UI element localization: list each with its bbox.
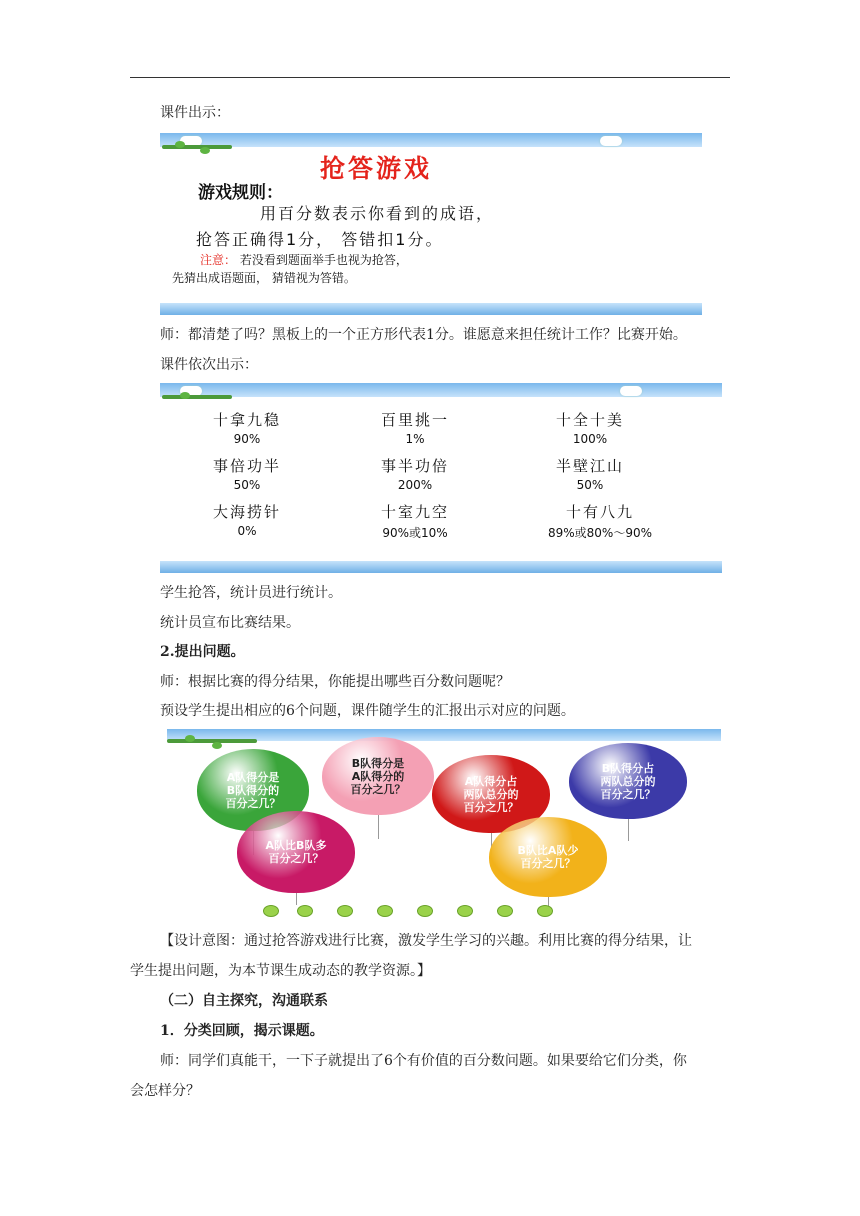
leaf-decoration: [175, 141, 185, 148]
paragraph: 师：都清楚了吗？黑板上的一个正方形代表1分。谁愿意来担任统计工作？比赛开始。: [160, 327, 687, 343]
balloon-question: A队比B队多 百分之几？: [237, 811, 355, 893]
idiom-item: 大海捞针 0%: [212, 503, 281, 538]
slide-game-rules: [160, 133, 702, 315]
idiom-item: 半壁江山 50%: [555, 457, 624, 492]
star-decoration: [417, 905, 433, 917]
slide-idioms: [160, 383, 722, 573]
leaf-decoration: [200, 147, 210, 154]
paragraph: 课件依次出示：: [160, 357, 258, 373]
sky-band-bottom: [160, 303, 702, 315]
slide-balloons: [167, 729, 721, 919]
balloon-string: [628, 819, 629, 841]
paragraph: 学生抢答，统计员进行统计。: [160, 585, 342, 601]
paragraph: 师：同学们真能干，一下子就提出了6个有价值的百分数问题。如果要给它们分类，你: [160, 1053, 687, 1069]
rules-label: 游戏规则：: [198, 183, 283, 203]
balloon-string: [296, 893, 297, 905]
leaf-decoration: [185, 735, 195, 742]
section-heading: 2.提出问题。: [160, 644, 245, 660]
balloon-question: A队得分是 B队得分的 百分之几？: [197, 749, 309, 831]
section-heading: 1．分类回顾，揭示课题。: [160, 1023, 324, 1039]
idiom-item: 十拿九稳 90%: [212, 411, 281, 446]
cloud-decoration: [600, 136, 622, 146]
idiom-item: 事倍功半 50%: [212, 457, 281, 492]
idiom-item: 百里挑一 1%: [380, 411, 449, 446]
star-decoration: [497, 905, 513, 917]
paragraph: 会怎样分？: [130, 1083, 200, 1099]
note-label: 注意：: [200, 253, 237, 267]
note-line: [200, 251, 408, 268]
leaf-decoration: [212, 742, 222, 749]
balloon-question: B队得分占 两队总分的 百分之几？: [569, 743, 687, 819]
vine-decoration: [167, 739, 257, 743]
star-decoration: [377, 905, 393, 917]
rule-line: 抢答正确得1分， 答错扣1分。: [196, 230, 444, 249]
paragraph: 师：根据比赛的得分结果，你能提出哪些百分数问题呢？: [160, 674, 510, 690]
idiom-item: 事半功倍 200%: [380, 457, 449, 492]
star-decoration: [337, 905, 353, 917]
paragraph: 统计员宣布比赛结果。: [160, 615, 300, 631]
sky-band-bottom: [160, 561, 722, 573]
leaf-decoration: [180, 392, 190, 399]
star-decoration: [263, 905, 279, 917]
paragraph: 【设计意图：通过抢答游戏进行比赛，激发学生学习的兴趣。利用比赛的得分结果，让: [160, 933, 692, 949]
balloon-question: A队得分占 两队总分的 百分之几？: [432, 755, 550, 833]
idiom-item: 十全十美 100%: [555, 411, 624, 446]
rule-line: 用百分数表示你看到的成语，: [260, 204, 495, 223]
note-text: 若没看到题面举手也视为抢答，: [236, 253, 408, 267]
header-rule: [130, 77, 730, 78]
cloud-decoration: [620, 386, 642, 396]
vine-decoration: [162, 145, 232, 149]
idiom-item: 十有八九 89%或80%～90%: [547, 503, 653, 540]
balloon-question: B队得分是 A队得分的 百分之几？: [322, 737, 434, 815]
star-decoration: [297, 905, 313, 917]
idiom-item: 十室九空 90%或10%: [380, 503, 449, 540]
star-decoration: [457, 905, 473, 917]
vine-decoration: [162, 395, 232, 399]
star-decoration: [537, 905, 553, 917]
paragraph: 课件出示：: [160, 105, 230, 121]
balloon-string: [378, 815, 379, 839]
balloon-question: B队比A队少 百分之几？: [489, 817, 607, 897]
note-line: 先猜出成语题面， 猜错视为答错。: [172, 271, 356, 285]
paragraph: 预设学生提出相应的6个问题，课件随学生的汇报出示对应的问题。: [160, 703, 575, 719]
paragraph: 学生提出问题，为本节课生成动态的教学资源。】: [130, 963, 431, 979]
section-heading: （二）自主探究，沟通联系: [160, 993, 328, 1009]
slide-title: 抢答游戏: [320, 154, 433, 183]
